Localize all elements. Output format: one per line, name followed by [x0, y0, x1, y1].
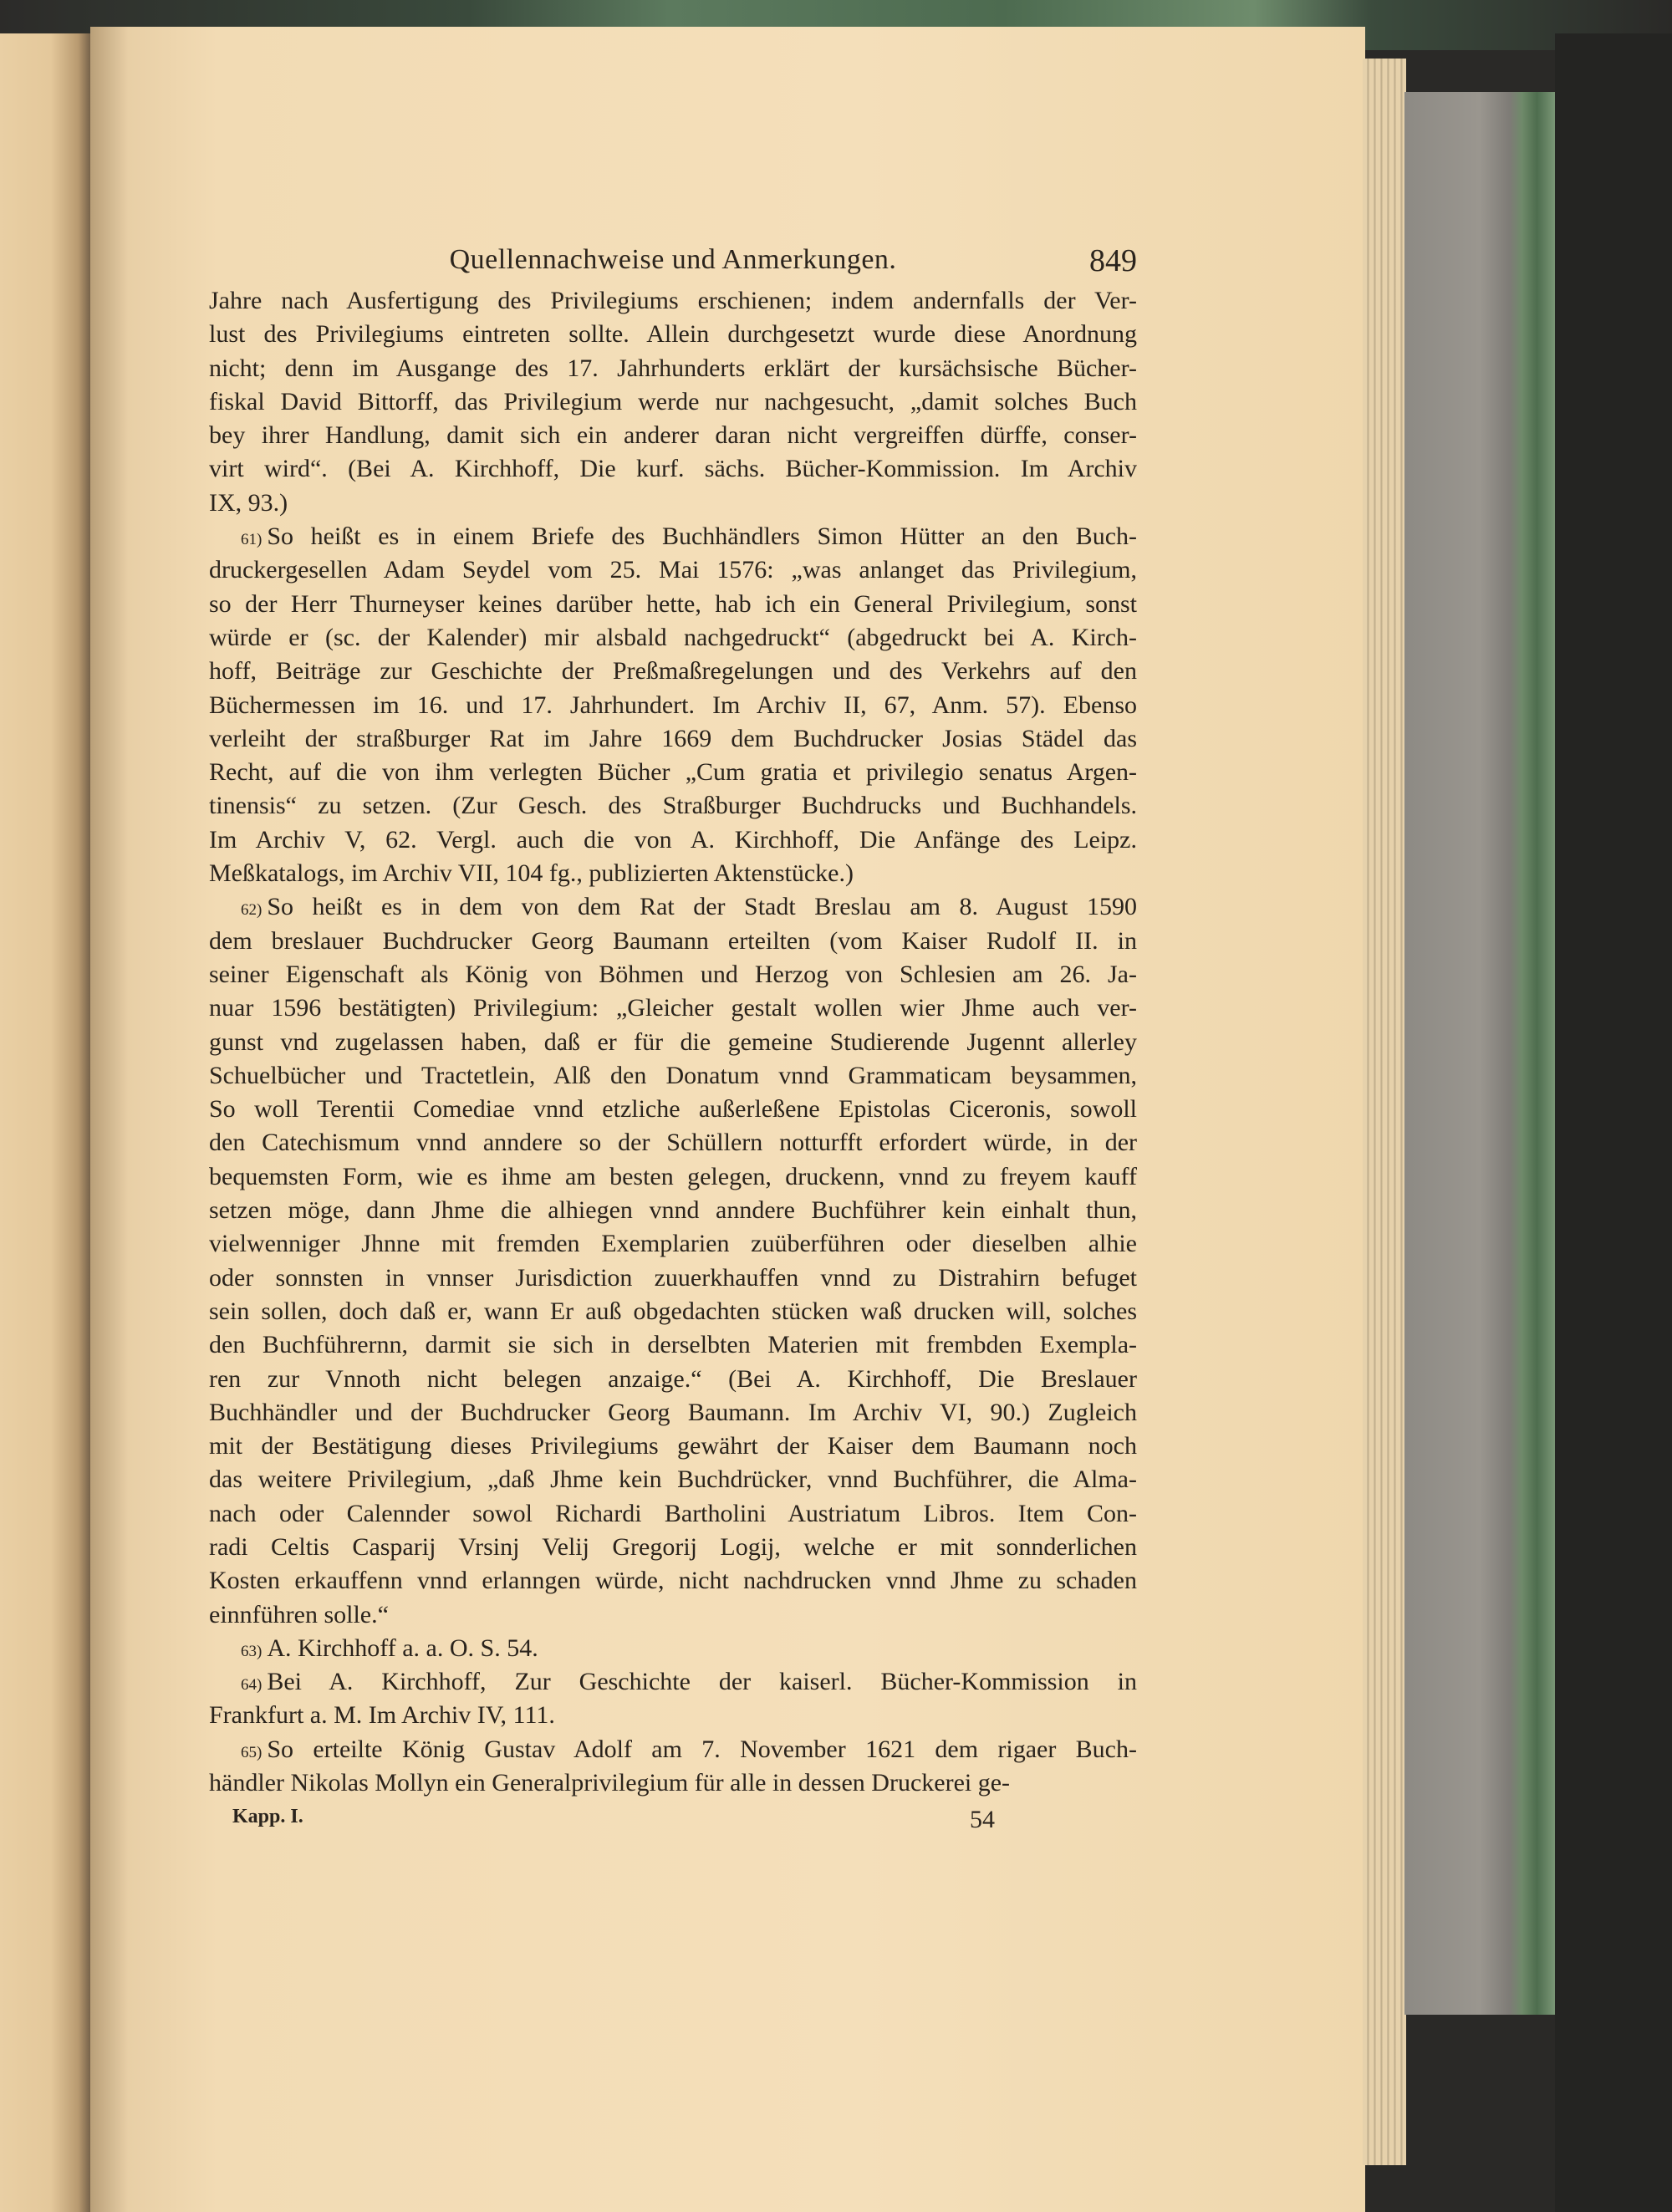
text-line	[209, 1363, 1137, 1396]
text-line	[209, 1598, 1137, 1632]
text-line	[209, 890, 1137, 924]
text-line-content: dem breslauer Buchdrucker Georg Baumann erteilten (vom Kaiser Rudolf II. in	[209, 926, 1137, 955]
text-line	[209, 958, 1137, 991]
text-line-content: den Catechismum vnnd anndere so der Schüllern notturfft erfordert würde, in der	[209, 1129, 1137, 1157]
text-line-content: A. Kirchhoff a. a. O. S. 54.	[267, 1634, 538, 1662]
text-line-content: einnführen solle.“	[209, 1600, 389, 1628]
text-line	[209, 1665, 1137, 1699]
text-line-content: hoff, Beiträge zur Geschichte der Preßmaßregelungen und des Verkehrs auf den	[209, 657, 1137, 686]
text-line	[209, 621, 1137, 655]
book-cover-spine	[1555, 33, 1672, 2212]
footnote-number: 64)	[241, 1676, 263, 1695]
text-line	[209, 991, 1137, 1025]
footnote-number: 65)	[241, 1743, 263, 1761]
text-line-content: druckergesellen Adam Seydel vom 25. Mai 1576: „was anlanget das Privilegium,	[209, 556, 1137, 584]
text-line-content: Frankfurt a. M. Im Archiv IV, 111.	[209, 1701, 555, 1730]
text-line	[209, 487, 1137, 520]
sheet-number: 54	[970, 1806, 995, 1833]
text-line-content: nuar 1596 bestätigten) Privilegium: „Gleicher gestalt wollen wier Jhme auch ver-	[209, 994, 1137, 1022]
text-line	[209, 520, 1137, 553]
text-line	[209, 789, 1137, 823]
text-line-content: setzen möge, dann Jhme die alhiegen vnnd anndere Buchführer kein einhalt thun,	[209, 1196, 1137, 1225]
text-line	[209, 1093, 1137, 1126]
text-line	[209, 1328, 1137, 1362]
page-number: 849	[1089, 243, 1137, 278]
text-line	[209, 722, 1137, 756]
text-line	[209, 1194, 1137, 1227]
text-line-content: IX, 93.)	[209, 488, 288, 517]
text-line	[209, 689, 1137, 722]
text-line-content: den Buchführernn, darmit sie sich in derselbten Materien mit frembden Exempla-	[209, 1331, 1137, 1359]
text-line	[209, 1766, 1137, 1800]
text-line-content: Büchermessen im 16. und 17. Jahrhundert. Im Archiv II, 67, Anm. 57). Ebenso	[209, 691, 1137, 719]
text-line-content: das weitere Privilegium, „daß Jhme kein Buchdrücker, vnnd Buchführer, die Alma-	[209, 1465, 1137, 1494]
text-line	[209, 1430, 1137, 1463]
text-line	[209, 1261, 1137, 1295]
text-line-content: gunst vnd zugelassen haben, daß er für die gemeine Studierende Jugennt allerley	[209, 1027, 1137, 1056]
book-cover-board	[1404, 92, 1555, 2015]
text-line-content: oder sonnsten in vnnser Jurisdiction zuuerkhauffen vnnd zu Distrahirn befuget	[209, 1263, 1137, 1292]
text-line	[209, 284, 1137, 318]
text-line-content: Recht, auf die von ihm verlegten Bücher „Cum gratia et privilegio senatus Argen-	[209, 758, 1137, 787]
text-line-content: vielwenniger Jhnne mit fremden Exemplarien zuüberführen oder dieselben alhie	[209, 1230, 1137, 1258]
text-line-content: Buchhändler und der Buchdrucker Georg Baumann. Im Archiv VI, 90.) Zugleich	[209, 1398, 1137, 1426]
text-line	[209, 1059, 1137, 1093]
text-line	[209, 1463, 1137, 1496]
page-footer	[209, 1806, 1137, 1839]
text-line-content: Jahre nach Ausfertigung des Privilegiums erschienen; indem andernfalls der Ver-	[209, 287, 1137, 314]
text-line-content: Schuelbücher und Tractetlein, Alß den Donatum vnnd Grammaticam beysammen,	[209, 1061, 1137, 1089]
text-line-content: nach oder Calennder sowol Richardi Bartholini Austriatum Libros. Item Con-	[209, 1499, 1137, 1527]
text-line-content: radi Celtis Casparij Vrsinj Velij Gregorij Logij, welche er mit sonnderlichen	[209, 1532, 1137, 1561]
text-line-content: so der Herr Thurneyser keines darüber hette, hab ich ein General Privilegium, sonst	[209, 589, 1137, 618]
text-line	[209, 452, 1137, 486]
text-line-content: verleiht der straßburger Rat im Jahre 1669 dem Buchdrucker Josias Städel das	[209, 724, 1137, 752]
footnote-number: 61)	[241, 531, 263, 549]
running-header-title: Quellennachweise und Anmerkungen.	[449, 244, 897, 275]
page-block-edges	[1363, 59, 1406, 2165]
text-line-content: Meßkatalogs, im Archiv VII, 104 fg., publizierten Aktenstücke.)	[209, 859, 854, 888]
facing-page-edge	[0, 33, 92, 2212]
text-line-content: virt wird“. (Bei A. Kirchhoff, Die kurf. sächs. Bücher-Kommission. Im Archiv	[209, 455, 1137, 483]
text-line-content: Im Archiv V, 62. Vergl. auch die von A. Kirchhoff, Die Anfänge des Leipz.	[209, 825, 1137, 854]
text-line-content: ren zur Vnnoth nicht belegen anzaige.“ (Bei A. Kirchhoff, Die Breslauer	[209, 1364, 1137, 1393]
text-line	[209, 352, 1137, 385]
text-line	[209, 1026, 1137, 1059]
text-line-content: seiner Eigenschaft als König von Böhmen und Herzog von Schlesien am 26. Ja-	[209, 960, 1137, 988]
text-line-content: So erteilte König Gustav Adolf am 7. November 1621 dem rigaer Buch-	[267, 1735, 1137, 1763]
text-line	[209, 588, 1137, 621]
text-line	[209, 1396, 1137, 1430]
text-line-content: würde er (sc. der Kalender) mir alsbald nachgedruckt“ (abgedruckt bei A. Kirch-	[209, 623, 1137, 651]
text-line-content: händler Nikolas Mollyn ein Generalprivilegium für alle in dessen Druckerei ge-	[209, 1769, 1011, 1797]
text-line	[209, 756, 1137, 789]
text-line-content: bey ihrer Handlung, damit sich ein anderer daran nicht vergreiffen dürffe, conser-	[209, 421, 1137, 450]
text-line	[209, 823, 1137, 857]
text-line	[209, 1632, 1137, 1665]
text-line-content: So woll Terentii Comediae vnnd etzliche außerleßene Epistolas Ciceronis, sowoll	[209, 1095, 1137, 1124]
text-line-content: sein sollen, doch daß er, wann Er auß obgedachten stücken waß drucken will, solches	[209, 1297, 1137, 1325]
text-line-content: bequemsten Form, wie es ihme am besten gelegen, druckenn, vnnd zu freyem kauff	[209, 1162, 1137, 1190]
text-line-content: lust des Privilegiums eintreten sollte. Allein durchgesetzt wurde diese Anordnung	[209, 320, 1137, 349]
text-line-content: So heißt es in dem von dem Rat der Stadt Breslau am 8. August 1590	[267, 893, 1137, 921]
text-line-content: So heißt es in einem Briefe des Buchhändlers Simon Hütter an den Buch-	[267, 522, 1137, 551]
text-line-content: tinensis“ zu setzen. (Zur Gesch. des Straßburger Buchdrucks und Buchhandels.	[209, 792, 1137, 820]
text-line-content: Kosten erkauffenn vnnd erlanngen würde, nicht nachdrucken vnnd Jhme zu schaden	[209, 1567, 1137, 1595]
text-line-content: Bei A. Kirchhoff, Zur Geschichte der kaiserl. Bücher-Kommission in	[267, 1668, 1137, 1696]
text-line	[209, 318, 1137, 351]
text-line-content: nicht; denn im Ausgange des 17. Jahrhunderts erklärt der kursächsische Bücher-	[209, 354, 1137, 382]
text-line	[209, 1227, 1137, 1261]
footnote-number: 63)	[241, 1642, 263, 1660]
text-line	[209, 553, 1137, 587]
text-line	[209, 1497, 1137, 1531]
text-line	[209, 1564, 1137, 1598]
text-line	[209, 1295, 1137, 1328]
running-header	[209, 244, 1137, 286]
text-line-content: fiskal David Bittorff, das Privilegium werde nur nachgesucht, „damit solches Buch	[209, 387, 1137, 415]
footnote-number: 62)	[241, 901, 263, 920]
text-line	[209, 419, 1137, 452]
text-line-content: mit der Bestätigung dieses Privilegiums gewährt der Kaiser dem Baumann noch	[209, 1432, 1137, 1460]
text-line	[209, 1160, 1137, 1194]
signature-mark: Kapp. I.	[232, 1806, 303, 1827]
text-line	[209, 925, 1137, 958]
text-line	[209, 655, 1137, 688]
text-line	[209, 1531, 1137, 1564]
text-line	[209, 1126, 1137, 1160]
text-line	[209, 1733, 1137, 1766]
text-line	[209, 1699, 1137, 1732]
text-line	[209, 857, 1137, 890]
text-line	[209, 385, 1137, 419]
footnotes-text	[209, 284, 1137, 1800]
